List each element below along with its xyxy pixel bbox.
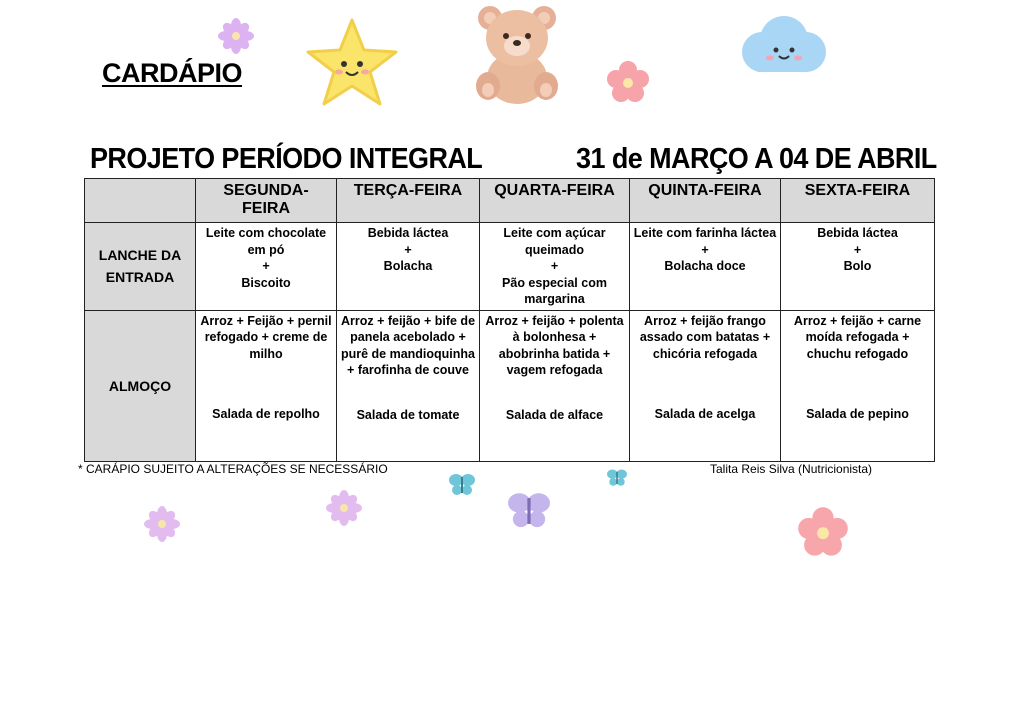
lunch-main: Arroz + feijão frango assado com batatas + chicória refogada — [639, 313, 771, 361]
lunch-salad: Salada de tomate — [356, 407, 460, 422]
cell-line: Pão especial com margarina — [502, 275, 607, 306]
cell-line: Bebida láctea — [367, 226, 449, 240]
table-cell — [480, 223, 630, 311]
butterfly-icon — [606, 468, 628, 488]
pink-flower-icon — [792, 506, 854, 558]
column-header-friday: SEXTA-FEIRA — [781, 179, 935, 223]
purple-flower-icon — [326, 490, 362, 526]
pink-flower-icon — [606, 60, 650, 104]
cell-line: Bebida láctea — [817, 226, 898, 240]
table-cell — [781, 223, 935, 311]
table-cell — [781, 310, 935, 461]
project-title: PROJETO PERÍODO INTEGRAL — [90, 143, 483, 175]
butterfly-icon — [448, 472, 476, 498]
cell-line: + — [701, 242, 709, 257]
lunch-main: Arroz + Feijão + pernil refogado + creme de milho — [200, 313, 332, 361]
butterfly-icon — [506, 490, 552, 532]
column-header-monday: SEGUNDA-FEIRA — [196, 179, 337, 223]
lunch-salad: Salada de pepino — [806, 407, 909, 421]
purple-flower-icon — [144, 506, 180, 542]
lunch-salad: Salada de alface — [505, 407, 604, 422]
cell-line: Biscoito — [241, 275, 291, 290]
column-header-tuesday: TERÇA-FEIRA — [337, 179, 480, 223]
document-title: CARDÁPIO — [102, 58, 243, 88]
column-header-thursday: QUINTA-FEIRA — [630, 179, 781, 223]
cell-line: + — [404, 242, 412, 257]
row-header-snack: LANCHE DA ENTRADA — [85, 223, 196, 311]
table-header-row — [85, 179, 935, 223]
cell-line: Leite com açúcar queimado — [503, 226, 606, 257]
cell-line: Bolo — [843, 259, 872, 273]
corner-cell — [85, 179, 196, 223]
row-header-lunch: ALMOÇO — [85, 310, 196, 461]
table-row-snack — [85, 223, 935, 311]
table-cell — [630, 310, 781, 461]
cloud-icon — [734, 12, 830, 84]
purple-flower-icon — [218, 18, 254, 54]
cell-line: + — [853, 242, 862, 257]
lunch-salad: Salada de repolho — [212, 407, 320, 421]
table-row-lunch — [85, 310, 935, 461]
cell-line: + — [262, 259, 270, 273]
author-signature: Talita Reis Silva (Nutricionista) — [710, 462, 873, 476]
menu-table — [84, 178, 935, 462]
cell-line: Bolacha doce — [664, 259, 746, 273]
table-cell — [480, 310, 630, 461]
footnote: * CARÁPIO SUJEITO A ALTERAÇÕES SE NECESSÁRIO — [78, 462, 388, 476]
lunch-main: Arroz + feijão + polenta à bolonhesa + abobrinha batida + vagem refogada — [485, 313, 624, 377]
table-cell — [337, 310, 480, 461]
table-cell — [630, 223, 781, 311]
lunch-salad: Salada de acelga — [654, 407, 756, 421]
table-cell — [196, 223, 337, 311]
cell-line: + — [550, 259, 559, 273]
table-cell — [196, 310, 337, 461]
cell-line: Leite com farinha láctea — [633, 226, 777, 240]
table-cell — [337, 223, 480, 311]
column-header-wednesday: QUARTA-FEIRA — [480, 179, 630, 223]
teddy-bear-icon — [468, 2, 566, 106]
star-icon — [306, 16, 398, 108]
cell-line: Leite com chocolate em pó — [205, 226, 327, 257]
lunch-main: Arroz + feijão + carne moída refogada + chuchu refogado — [793, 313, 922, 361]
cell-line: Bolacha — [383, 259, 433, 273]
lunch-main: Arroz + feijão + bife de panela acebolado + purê de mandioquinha + farofinha de couve — [340, 313, 476, 377]
date-range: 31 de MARÇO A 04 DE ABRIL — [576, 143, 937, 175]
